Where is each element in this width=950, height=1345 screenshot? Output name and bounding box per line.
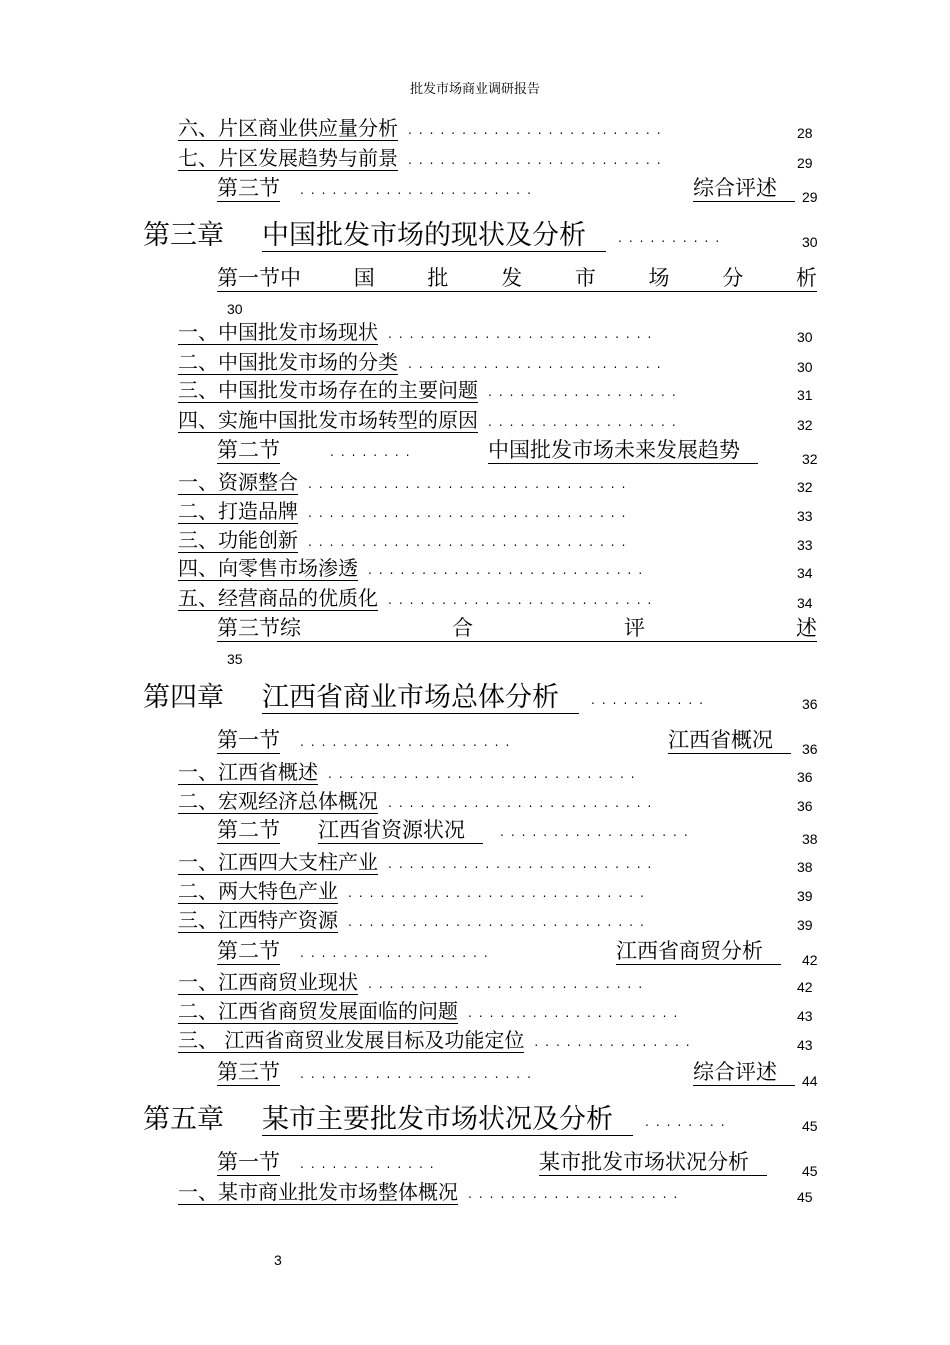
toc-page-number: 32 [797,479,813,495]
leader-dots: ........... [591,693,710,707]
toc-entry-item[interactable] [0,322,950,352]
toc-chapter-label[interactable]: 第四章 [143,682,224,713]
toc-section-char: 国 [353,266,375,290]
toc-entry-item[interactable] [0,410,950,440]
toc-entry-title[interactable]: 四、实施中国批发市场转型的原因 [178,408,478,432]
toc-entry-title[interactable]: 四、向零售市场渗透 [178,556,358,580]
toc-entry-chapter[interactable] [0,222,950,252]
toc-entry-item[interactable] [0,558,950,588]
toc-page-number: 33 [797,508,813,524]
toc-entry-title[interactable]: 二、打造品牌 [178,499,298,523]
toc-page-number: 36 [797,769,813,785]
toc-entry-title[interactable]: 三、 江西省商贸业发展目标及功能定位 [178,1028,525,1052]
toc-section-char: 市 [574,266,596,290]
toc-page-number: 34 [797,565,813,581]
toc-entry-chapter[interactable] [0,684,950,714]
toc-entry-item[interactable] [0,501,950,531]
toc-section-spread[interactable] [217,268,817,292]
leader-dots: .................. [300,946,495,960]
leader-dots: .................... [468,1006,685,1020]
leader-dots: .......... [618,231,727,245]
toc-section-label[interactable]: 第二节 [217,939,280,963]
toc-entry-item[interactable] [0,1030,950,1060]
toc-entry-section[interactable] [0,820,950,850]
leader-dots: ............. [300,1157,441,1171]
toc-entry-item[interactable] [0,910,950,940]
toc-page-number: 38 [797,859,813,875]
toc-entry-section[interactable] [0,1152,950,1182]
toc-page-number: 36 [797,798,813,814]
toc-page-number: 45 [802,1118,818,1134]
toc-section-label[interactable]: 第三节 [217,176,280,200]
page-number: 3 [274,1252,282,1268]
toc-section-title[interactable]: 江西省商贸分析 [616,941,781,965]
toc-page-number: 31 [797,387,813,403]
toc-entry-title[interactable]: 二、中国批发市场的分类 [178,350,398,374]
toc-page-number: 34 [797,595,813,611]
leader-dots: ............................. [328,767,642,781]
toc-entry-item[interactable] [0,762,950,792]
leader-dots: .................. [500,825,695,839]
toc-page-number: 39 [797,888,813,904]
leader-dots: ........ [330,445,417,459]
toc-entry-title[interactable]: 二、江西省商贸发展面临的问题 [178,999,458,1023]
toc-section-char: 评 [624,616,645,640]
toc-page-number: 32 [797,417,813,433]
toc-page-number: 43 [797,1008,813,1024]
leader-dots: ......................... [388,593,659,607]
toc-entry-title[interactable]: 五、经营商品的优质化 [178,586,378,610]
leader-dots: .............................. [308,477,633,491]
toc-entry-item[interactable] [0,148,950,178]
toc-page-number: 45 [802,1163,818,1179]
toc-entry-chapter[interactable] [0,1106,950,1136]
toc-section-label[interactable]: 第二节 [217,818,280,842]
toc-page-number: 36 [802,741,818,757]
toc-page-number: 30 [797,359,813,375]
toc-section-char: 发 [501,266,523,290]
toc-section-char: 批 [427,266,449,290]
toc-section-char: 场 [648,266,670,290]
toc-entry-item[interactable] [0,881,950,911]
toc-entry-item[interactable] [0,472,950,502]
leader-dots: ...................... [300,183,538,197]
toc-page-number: 35 [227,651,243,667]
toc-chapter-title[interactable]: 江西省商业市场总体分析 [262,684,579,714]
toc-section-char: 合 [452,616,473,640]
toc-section-title[interactable]: 综合评述 [693,1062,795,1086]
leader-dots: ............................ [348,886,651,900]
leader-dots: .............................. [308,506,633,520]
toc-page-number: 36 [802,696,818,712]
toc-page-number: 42 [797,979,813,995]
leader-dots: ......................... [388,857,659,871]
toc-page-number: 45 [797,1189,813,1205]
toc-entry-item[interactable] [0,118,950,148]
toc-chapter-title[interactable]: 中国批发市场的现状及分析 [262,222,606,252]
toc-entry-section[interactable] [0,941,950,971]
toc-entry-section[interactable] [0,440,950,470]
toc-entry-title[interactable]: 三、功能创新 [178,528,298,552]
toc-page-number: 33 [797,537,813,553]
toc-page-number: 32 [802,451,818,467]
toc-page-number: 28 [797,125,813,141]
toc-section-char: 分 [722,266,744,290]
toc-section-label[interactable]: 第一节 [217,1150,280,1174]
toc-chapter-label[interactable]: 第三章 [143,220,224,251]
toc-entry-item[interactable] [0,1001,950,1031]
toc-page-number: 44 [802,1073,818,1089]
toc-section-char: 析 [795,266,817,290]
toc-entry-title[interactable]: 三、中国批发市场存在的主要问题 [178,378,478,402]
leader-dots: .................... [468,1187,685,1201]
toc-page-number: 39 [797,917,813,933]
toc-entry-item[interactable] [0,791,950,821]
toc-section-title[interactable]: 江西省资源状况 [318,820,483,844]
leader-dots: ...................... [300,1067,538,1081]
toc-entry-item[interactable] [0,588,950,618]
leader-dots: .................. [488,415,683,429]
toc-page-number: 29 [802,189,818,205]
toc-entry-title[interactable]: 一、江西商贸业现状 [178,970,358,994]
leader-dots: ............... [534,1035,697,1049]
toc-entry-item[interactable] [0,530,950,560]
toc-page-number: 29 [797,155,813,171]
leader-dots: ......................... [388,327,659,341]
toc-entry-title[interactable]: 一、江西省概述 [178,760,318,784]
toc-page-number: 30 [227,301,243,317]
toc-section-title[interactable]: 中国批发市场未来发展趋势 [488,440,758,464]
leader-dots: .................... [300,735,517,749]
leader-dots: .......................... [368,563,650,577]
toc-entry-title[interactable]: 二、两大特色产业 [178,879,338,903]
page-header: 批发市场商业调研报告 [409,82,540,97]
toc-entry-title[interactable]: 一、某市商业批发市场整体概况 [178,1180,458,1204]
toc-entry-section[interactable] [0,178,950,208]
toc-page-number: 30 [802,234,818,250]
toc-entry-item[interactable] [0,972,950,1002]
toc-section-spread[interactable] [217,618,817,642]
toc-entry-section[interactable] [0,730,950,760]
toc-section-label[interactable]: 第二节 [217,438,280,462]
toc-entry-title[interactable]: 二、宏观经济总体概况 [178,789,378,813]
toc-section-char: 第一节中 [217,266,301,290]
toc-entry-section[interactable] [0,1062,950,1092]
leader-dots: .......................... [368,977,650,991]
toc-entry-title[interactable]: 一、江西四大支柱产业 [178,850,378,874]
toc-section-title[interactable]: 某市批发市场状况分析 [539,1152,767,1176]
toc-entry-title[interactable]: 六、片区商业供应量分析 [178,116,398,140]
toc-entry-title[interactable]: 一、资源整合 [178,470,298,494]
toc-chapter-title[interactable]: 某市主要批发市场状况及分析 [262,1106,633,1136]
leader-dots: ............................ [348,915,651,929]
leader-dots: ......................... [388,796,659,810]
leader-dots: ........ [645,1115,732,1129]
leader-dots: .................. [488,385,683,399]
toc-page-number: 30 [797,329,813,345]
toc-page-number: 42 [802,952,818,968]
toc-entry-section-spread[interactable] [0,616,950,667]
toc-entry-item[interactable] [0,852,950,882]
toc-page-number: 43 [797,1037,813,1053]
toc-page-number: 38 [802,831,818,847]
toc-entry-title[interactable]: 七、片区发展趋势与前景 [178,146,398,170]
toc-section-char: 第三节综 [217,616,301,640]
leader-dots: ........................ [408,153,668,167]
toc-section-label[interactable]: 第一节 [217,728,280,752]
toc-entry-section-spread[interactable] [0,266,950,317]
toc-section-char: 述 [796,616,817,640]
toc-section-label[interactable]: 第三节 [217,1060,280,1084]
leader-dots: ........................ [408,123,668,137]
toc-entry-item[interactable] [0,1182,950,1212]
toc-entry-item[interactable] [0,380,950,410]
leader-dots: .............................. [308,535,633,549]
leader-dots: ........................ [408,357,668,371]
toc-entry-title[interactable]: 三、江西特产资源 [178,908,338,932]
toc-entry-title[interactable]: 一、中国批发市场现状 [178,320,378,344]
toc-section-title[interactable]: 江西省概况 [668,730,791,754]
toc-section-title[interactable]: 综合评述 [693,178,795,202]
toc-chapter-label[interactable]: 第五章 [143,1104,224,1135]
